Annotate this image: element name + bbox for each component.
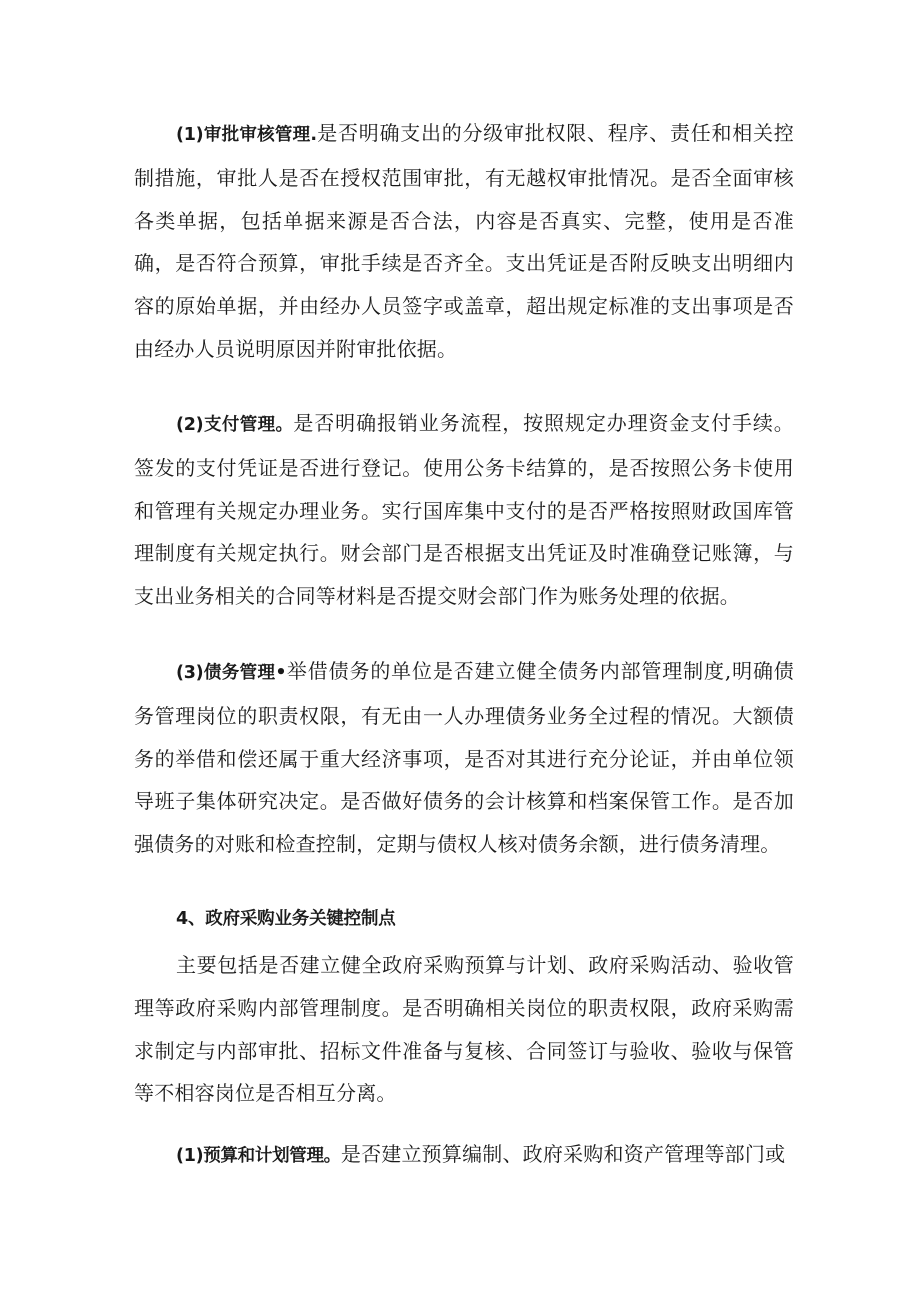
paragraph-body: 举借债务的单位是否建立健全债务内部管理制度,明确债务管理岗位的职责权限，有无由一人办理债务业务全过程的情况。大额债务的举借和偿还属于重大经济事项，是否对其进行充分论证，并由单位领导班子集体研究决定。是否做好债务的会计核算和档案保管工作。是否加强债务的对账和检查控制，定期与债权人核对债务余额，进行债务清理。 (134, 659, 795, 857)
paragraph-lead: (2)支付管理。 (176, 415, 294, 435)
paragraph-lead: (3)债务管理• (176, 663, 287, 683)
paragraph-debt-management (134, 650, 794, 866)
section-heading: 4、政府采购业务关键控制点 (176, 909, 396, 929)
paragraph-body: 是否明确报销业务流程，按照规定办理资金支付手续。签发的支付凭证是否进行登记。使用公务卡结算的，是否按照公务卡使用和管理有关规定办理业务。实行国库集中支付的是否严格按照财政国库管理制度有关规定执行。财会部门是否根据支出凭证及时准确登记账簿，与支出业务相关的合同等材料是否提交财会部门作为账务处理的依据。 (134, 411, 794, 609)
paragraph-lead: (1)预算和计划管理。 (176, 1146, 341, 1166)
paragraph-approval-review (134, 112, 794, 371)
paragraph-budget-plan-management (134, 1133, 794, 1178)
section-intro-paragraph: 主要包括是否建立健全政府采购预算与计划、政府采购活动、验收管理等政府采购内部管理制度。是否明确相关岗位的职责权限，政府采购需求制定与内部审批、招标文件准备与复核、合同签订与验收、验收与保管等不相容岗位是否相互分离。 (134, 953, 794, 1106)
paragraph-body: 是否明确支出的分级审批权限、程序、责任和相关控制措施，审批人是否在授权范围审批，有无越权审批情况。是否全面审核各类单据，包括单据来源是否合法，内容是否真实、完整，使用是否准确，是否符合预算，审批手续是否齐全。支出凭证是否附反映支出明细内容的原始单据，并由经办人员签字或盖章，超出规定标准的支出事项是否由经办人员说明原因并附审批依据。 (134, 121, 794, 361)
paragraph-body: 是否建立预算编制、政府采购和资产管理等部门或 (340, 1142, 786, 1166)
paragraph-payment-management (134, 402, 794, 618)
paragraph-lead: (1)审批审核管理. (176, 125, 317, 145)
